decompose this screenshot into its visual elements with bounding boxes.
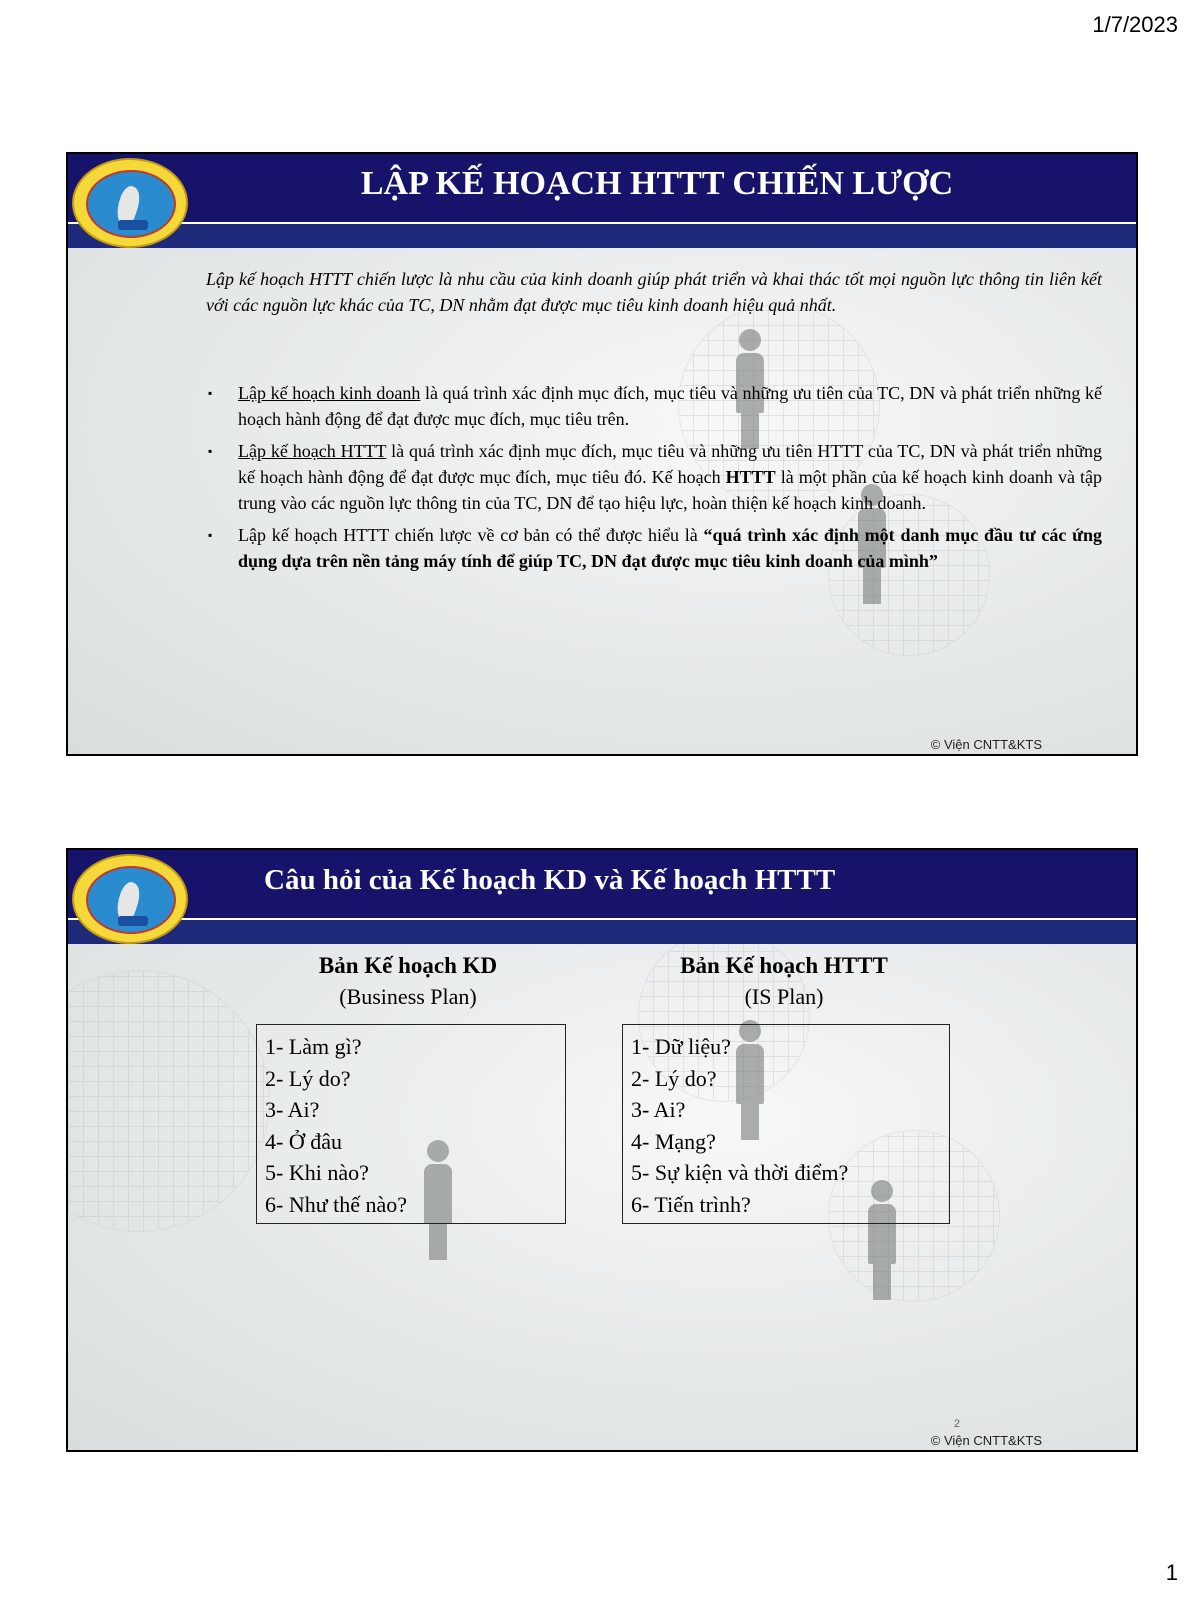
column-subtitle: (Business Plan) [339,984,477,1009]
slide-header-band [68,920,1136,944]
column-title: Bản Kế hoạch HTTT [680,953,888,978]
bullet-text: là một phần của kế hoạch kinh doanh và tập trung vào các nguồn lực thông tin của TC, DN để tạo hiệu lực, hoàn thiện kế hoạch kinh doanh. [238,467,1102,513]
slide-header-band [68,224,1136,248]
question-item: 5- Khi nào? [265,1160,369,1185]
question-item: 4- Mạng? [631,1128,716,1154]
question-item: 1- Làm gì? [265,1034,362,1059]
business-plan-column [248,950,568,1012]
is-plan-column [624,950,944,1012]
intro-paragraph: Lập kế hoạch HTTT chiến lược là nhu cầu của kinh doanh giúp phát triển và khai thác tốt mọi nguồn lực thông tin liên kết với các nguồn lực khác của TC, DN nhằm đạt được mục tiêu kinh doanh hiệu quả nhất. [206,269,1102,315]
bullet-term: Lập kế hoạch kinh doanh [238,383,421,403]
question-item: 5- Sự kiện và thời điểm? [631,1160,849,1185]
bullet-text: là quá trình xác định mục đích, mục tiêu và những ưu tiên HTTT của TC, DN và phát triển những kế hoạch hành động để đạt được mục đích, mục tiêu đó. Kế hoạch [238,441,1102,487]
page-number: 1 [1165,1560,1178,1585]
bullet-term: Lập kế hoạch HTTT [238,441,387,461]
column-subtitle: (IS Plan) [744,984,824,1009]
bullet-text: Lập kế hoạch HTTT chiến lược về cơ bản có thể được hiểu là [238,525,704,545]
question-item: 3- Ai? [265,1097,320,1122]
question-item: 2- Lý do? [631,1065,717,1091]
column-title: Bản Kế hoạch KD [318,953,498,978]
slide-title: Câu hỏi của Kế hoạch KD và Kế hoạch HTTT [264,864,836,896]
university-logo [72,158,188,248]
globe-graphic [66,970,270,1232]
bullet-bold-text: “quá trình xác định một danh mục đầu tư các ứng dụng dựa trên nền tảng máy tính để giúp TC, DN đạt được mục tiêu kinh doanh của mình” [238,525,1102,571]
bullet-item [208,438,1102,516]
question-item: 6- Như thế nào? [265,1191,408,1217]
slide-number: 2 [953,1418,960,1430]
bullet-bold-text: HTTT [725,467,776,487]
question-item: 2- Lý do? [265,1065,351,1091]
page-date: 1/7/2023 [1092,12,1178,37]
university-logo [72,854,188,944]
bullet-list [208,380,1102,580]
slide-title: LẬP KẾ HOẠCH HTTT CHIẾN LƯỢC [360,165,954,202]
bullet-text: là quá trình xác định mục đích, mục tiêu và những ưu tiên của TC, DN và phát triển những kế hoạch hành động để đạt được mục đích, mục tiêu trên. [238,383,1102,429]
slide-1 [66,152,1138,756]
bullet-item [208,522,1102,574]
slide-footer: © Viện CNTT&KTS [930,1433,1042,1448]
slide-footer: © Viện CNTT&KTS [930,737,1042,752]
question-item: 6- Tiến trình? [631,1191,751,1217]
question-item: 3- Ai? [631,1097,686,1122]
slide-2 [66,848,1138,1452]
is-plan-questions-box [622,1024,950,1224]
bullet-item [208,380,1102,432]
question-item: 4- Ở đâu [265,1128,342,1154]
business-plan-questions-box [256,1024,566,1224]
question-item: 1- Dữ liệu? [631,1034,731,1059]
